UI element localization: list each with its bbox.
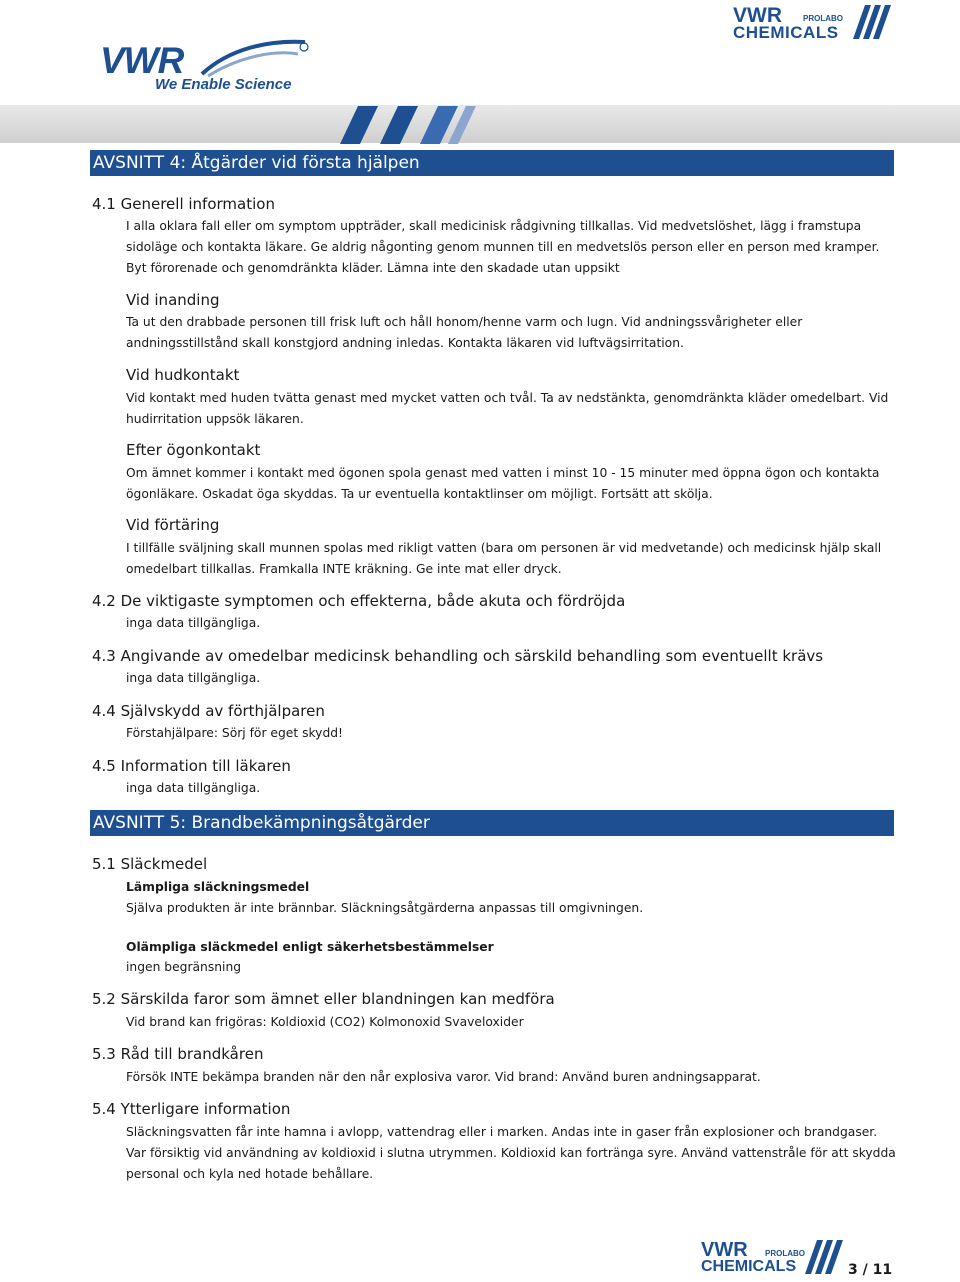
text-ingestion: I tillfälle sväljning skall munnen spolas med rikligt vatten (bara om personen är vid medvetande) och medicinsk hjälp skall omedelbart tillkallas. Framkalla INTE kräkning. Ge inte mat eller dryck. bbox=[126, 541, 882, 576]
footer-logo-chemicals: CHEMICALS bbox=[701, 1258, 797, 1275]
header-band bbox=[0, 105, 960, 143]
footer-logo-stripes-icon bbox=[803, 1240, 843, 1274]
vwr-logo-tagline: We Enable Science bbox=[155, 76, 292, 93]
heading-eye-contact: Efter ögonkontakt bbox=[126, 441, 261, 459]
text-4-2: inga data tillgängliga. bbox=[126, 616, 261, 630]
text-4-1: I alla oklara fall eller om symptom uppträder, skall medicinisk rådgivning tillkallas. Vid medvetslöshet, lägg i framstupa sidoläge och kontakta läkare. Ge aldrig någonting genom munnen till en medvetslös person eller en person med kramper. Byt förorenade och genomdränkta kläder. Lämna inte den skadade utan uppsikt bbox=[126, 219, 880, 275]
text-5-2: Vid brand kan frigöras: Koldioxid (CO2) Kolmonoxid Svaveloxider bbox=[126, 1015, 524, 1029]
text-5-3: Försök INTE bekämpa branden när den når explosiva varor. Vid brand: Använd buren andningsapparat. bbox=[126, 1070, 761, 1084]
text-4-3: inga data tillgängliga. bbox=[126, 671, 261, 685]
section-4-title: AVSNITT 4: Åtgärder vid första hjälpen bbox=[90, 150, 894, 176]
heading-4-1: 4.1 Generell information bbox=[92, 195, 275, 213]
text-skin-contact: Vid kontakt med huden tvätta genast med mycket vatten och tvål. Ta av nedstänkta, genomdränkta kläder omedelbart. Vid hudirritation uppsök läkaren. bbox=[126, 391, 889, 426]
chem-logo-prolabo: PROLABO bbox=[803, 14, 843, 23]
heading-4-4: 4.4 Självskydd av förthjälparen bbox=[92, 702, 325, 720]
section-5-title: AVSNITT 5: Brandbekämpningsåtgärder bbox=[90, 810, 894, 836]
text-5-4: Släckningsvatten får inte hamna i avlopp, vattendrag eller i marken. Andas inte in gaser från explosioner och brandgaser. Var försiktig vid användning av koldioxid i slutna utrymmen. Koldioxid kan fortränga syre. Använd vattenstråle för att skydda personal och kyla ned hotade behållare. bbox=[126, 1125, 896, 1181]
chem-logo-stripes-icon bbox=[851, 5, 891, 39]
text-inhalation: Ta ut den drabbade personen till frisk luft och håll honom/henne varm och lugn. Vid andningssvårigheter eller andningsstillstånd skall konstgjord andning inledas. Kontakta läkaren vid luftvägsirritation. bbox=[126, 315, 803, 350]
heading-4-5: 4.5 Information till läkaren bbox=[92, 757, 291, 775]
heading-ingestion: Vid förtäring bbox=[126, 516, 220, 534]
label-unsuitable-media: Olämpliga släckmedel enligt säkerhetsbestämmelser bbox=[126, 940, 494, 954]
vwr-chemicals-logo bbox=[733, 5, 893, 41]
page-number: 3 / 11 bbox=[848, 1262, 893, 1278]
heading-inhalation: Vid inanding bbox=[126, 291, 220, 309]
text-suitable-media: Själva produkten är inte brännbar. Släckningsåtgärderna anpassas till omgivningen. bbox=[126, 901, 644, 915]
text-eye-contact: Om ämnet kommer i kontakt med ögonen spola genast med vatten i minst 10 - 15 minuter med öppna ögon och kontakta ögonläkare. Oskadat öga skyddas. Ta ur eventuella kontaktlinser om möjligt. Fortsätt att skölja. bbox=[126, 466, 880, 501]
header-chevrons-icon bbox=[330, 100, 480, 144]
vwr-swoosh-icon bbox=[200, 38, 310, 78]
text-4-4: Förstahjälpare: Sörj för eget skydd! bbox=[126, 726, 343, 740]
heading-skin-contact: Vid hudkontakt bbox=[126, 366, 240, 384]
heading-4-2: 4.2 De viktigaste symptomen och effekterna, både akuta och fördröjda bbox=[92, 592, 626, 610]
footer-logo-prolabo: PROLABO bbox=[765, 1249, 805, 1258]
text-unsuitable-media: ingen begränsning bbox=[126, 960, 242, 974]
heading-5-2: 5.2 Särskilda faror som ämnet eller blandningen kan medföra bbox=[92, 990, 555, 1008]
vwr-logo-brand: VWR bbox=[100, 40, 184, 81]
heading-5-4: 5.4 Ytterligare information bbox=[92, 1100, 291, 1118]
heading-4-3: 4.3 Angivande av omedelbar medicinsk behandling och särskild behandling som eventuellt krävs bbox=[92, 647, 824, 665]
footer-logo-brand: VWR bbox=[701, 1239, 748, 1261]
chem-logo-chemicals: CHEMICALS bbox=[733, 23, 839, 42]
heading-5-3: 5.3 Råd till brandkåren bbox=[92, 1045, 264, 1063]
vwr-logo bbox=[100, 38, 315, 98]
footer-vwr-chemicals-logo bbox=[701, 1240, 846, 1280]
label-suitable-media: Lämpliga släckningsmedel bbox=[126, 880, 310, 894]
text-4-5: inga data tillgängliga. bbox=[126, 781, 261, 795]
heading-5-1: 5.1 Släckmedel bbox=[92, 855, 208, 873]
chem-logo-brand: VWR bbox=[733, 4, 782, 27]
